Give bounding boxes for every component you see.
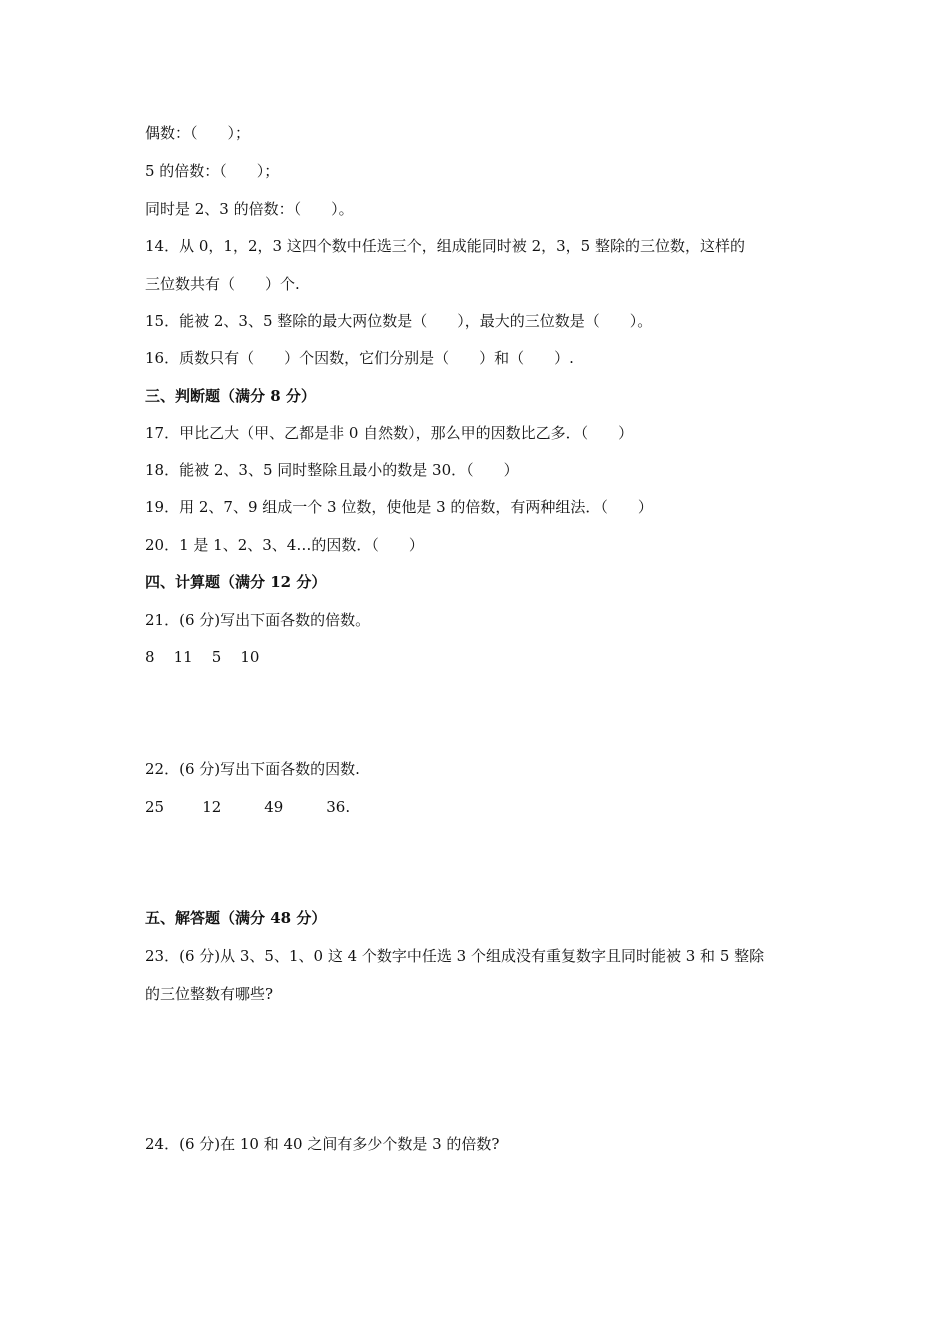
question-21-numbers: 8 11 5 10	[145, 648, 260, 666]
section-3-heading: 三、判断题（满分 8 分）	[145, 387, 316, 405]
section-4-heading: 四、计算题（满分 12 分）	[145, 573, 327, 591]
question-24: 24．(6 分)在 10 和 40 之间有多少个数是 3 的倍数?	[145, 1135, 500, 1153]
question-22: 22．(6 分)写出下面各数的因数.	[145, 760, 360, 778]
question-15: 15．能被 2、3、5 整除的最大两位数是（ ），最大的三位数是（ ）。	[145, 312, 653, 330]
question-23-line-1: 23．(6 分)从 3、5、1、0 这 4 个数字中任选 3 个组成没有重复数字且同时能被 3 和 5 整除	[145, 947, 765, 965]
question-14-line-1: 14．从 0，1，2，3 这四个数中任选三个，组成能同时被 2，3，5 整除的三位数，这样的	[145, 237, 745, 255]
question-16: 16．质数只有（ ）个因数，它们分别是（ ）和（ ）.	[145, 349, 574, 367]
question-14-line-2: 三位数共有（ ）个.	[145, 275, 300, 293]
question-23-line-2: 的三位整数有哪些?	[145, 985, 274, 1003]
question-17: 17．甲比乙大（甲、乙都是非 0 自然数），那么甲的因数比乙多．（ ）	[145, 424, 634, 442]
question-22-numbers: 25 12 49 36.	[145, 798, 351, 816]
section-5-heading: 五、解答题（满分 48 分）	[145, 909, 327, 927]
question-21: 21．(6 分)写出下面各数的倍数。	[145, 611, 371, 629]
even-numbers-blank: 偶数：（ ）；	[145, 124, 251, 142]
question-18: 18．能被 2、3、5 同时整除且最小的数是 30．（ ）	[145, 461, 519, 479]
question-20: 20．1 是 1、2、3、4…的因数．（ ）	[145, 536, 424, 554]
multiples-of-5-blank: 5 的倍数：（ ）；	[145, 162, 280, 180]
common-multiples-blank: 同时是 2、3 的倍数：（ ）。	[145, 200, 354, 218]
question-19: 19．用 2、7、9 组成一个 3 位数，使他是 3 的倍数，有两种组法．（ ）	[145, 498, 653, 516]
